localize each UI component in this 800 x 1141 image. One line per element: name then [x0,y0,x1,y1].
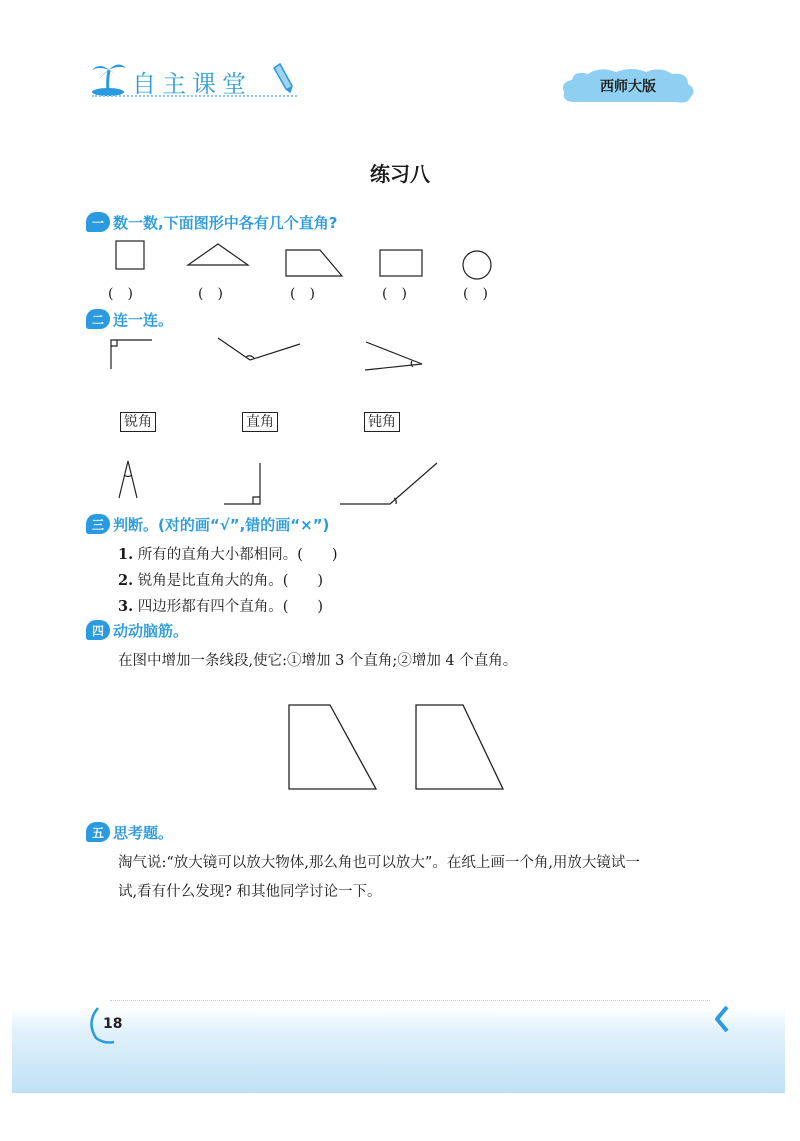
angle-acute-bottom [119,461,137,498]
section-3-header [86,512,329,536]
angle-acute-top [365,342,422,370]
shape-square [116,241,144,269]
pencil-icon [270,62,296,94]
statement-1 [118,543,338,564]
section-badge: 五 [86,822,110,842]
section-title: 思考题。 [113,823,174,842]
statement-text: 锐角是比直角大的角。( ) [137,573,324,589]
statement-text: 四边形都有四个直角。( ) [137,599,324,615]
q5-line-2: 试,看有什么发现? 和其他同学讨论一下。 [118,884,382,900]
section-4-header [86,618,188,642]
section-title: 判断。(对的画“√”,错的画“×”) [113,515,330,534]
edition-label: 西师大版 [600,79,656,95]
trapezoid-1 [289,705,376,789]
section-5-header [86,820,173,844]
section-badge: 一 [86,212,110,232]
section-badge: 二 [86,309,110,329]
statement-number: 1. [118,546,134,563]
section-title: 连一连。 [113,310,174,329]
section-2-header [86,307,173,331]
palm-tree-icon [88,58,132,98]
section-title: 动动脑筋。 [113,621,189,640]
answer-blank[interactable]: ( ) [108,286,133,302]
shape-triangle [188,244,248,265]
shape-rectangle [380,250,422,276]
statement-number: 2. [118,572,134,589]
q1-shapes [100,238,520,282]
answer-blank[interactable]: ( ) [463,286,488,302]
q4-instruction: 在图中增加一条线段,使它:①增加 3 个直角;②增加 4 个直角。 [118,653,518,669]
angle-obtuse-bottom [340,463,437,504]
section-1-header [86,210,337,234]
q5-line-1: 淘气说:“放大镜可以放大物体,那么角也可以放大”。在纸上画一个角,用放大镜试一 [118,855,640,871]
section-badge: 四 [86,620,110,640]
q4-trapezoids [280,700,520,795]
answer-blank[interactable]: ( ) [290,286,315,302]
section-title: 数一数,下面图形中各有几个直角? [113,213,338,232]
header-divider [92,95,297,97]
chevron-left-icon[interactable] [712,1004,732,1034]
label-acute[interactable]: 锐角 [120,412,156,432]
section-badge: 三 [86,514,110,534]
angle-obtuse-top [218,338,300,360]
label-right[interactable]: 直角 [242,412,278,432]
footer-band [12,1008,785,1093]
shape-trapezoid [286,250,342,276]
page-number: 18 [103,1016,123,1032]
statement-2 [118,569,323,590]
statement-number: 3. [118,598,134,615]
q2-bottom-angles [100,455,445,510]
label-obtuse[interactable]: 钝角 [364,412,400,432]
trapezoid-2 [416,705,503,789]
answer-blank[interactable]: ( ) [198,286,223,302]
statement-3 [118,595,323,616]
footer-divider [110,1000,710,1001]
angle-right-top [111,340,152,369]
page-title: 练习八 [370,162,430,186]
q2-top-angles [100,330,440,380]
brand-title: 自主课堂 [132,70,252,98]
statement-text: 所有的直角大小都相同。( ) [137,547,338,563]
answer-blank[interactable]: ( ) [382,286,407,302]
shape-circle [463,251,491,279]
angle-right-bottom [224,463,260,504]
